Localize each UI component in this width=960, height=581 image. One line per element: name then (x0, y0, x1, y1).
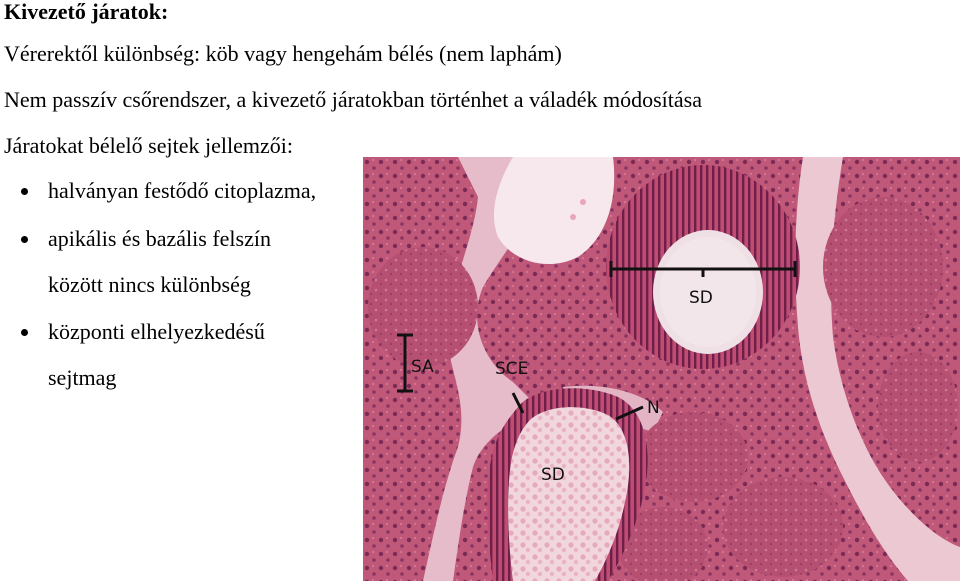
acinus (638, 412, 748, 502)
text-line-1: Vérerektől különbség: köb vagy hengehám bélés (nem laphám) (4, 41, 562, 66)
label-n: N (647, 398, 660, 418)
bullet-dot-icon (21, 329, 28, 336)
label-sa: SA (411, 357, 434, 377)
label-sce: SCE (495, 359, 529, 379)
bullet-text: halványan festődő citoplazma, (48, 178, 317, 203)
micrograph-svg (363, 157, 960, 581)
histology-micrograph (363, 157, 960, 581)
bullet-text: apikális és bazális felszín (48, 226, 271, 251)
bullet-continuation: között nincs különbség (48, 272, 251, 297)
bullet-dot-icon (21, 236, 28, 243)
text-line-3: Járatokat bélelő sejtek jellemzői: (4, 133, 293, 158)
bullet-continuation: sejtmag (48, 365, 117, 390)
acinus (823, 197, 943, 337)
label-sd-top: SD (689, 288, 713, 308)
acinus (723, 477, 843, 577)
acinus (878, 352, 958, 462)
slide-title: Kivezető járatok: (4, 0, 169, 24)
bullet-text: központi elhelyezkedésű (48, 319, 265, 344)
bullet-dot-icon (21, 188, 28, 195)
acinus (368, 247, 478, 367)
label-sd-bottom: SD (541, 465, 565, 485)
text-line-2: Nem passzív csőrendszer, a kivezető járatokban történhet a váladék módosítása (4, 87, 702, 112)
